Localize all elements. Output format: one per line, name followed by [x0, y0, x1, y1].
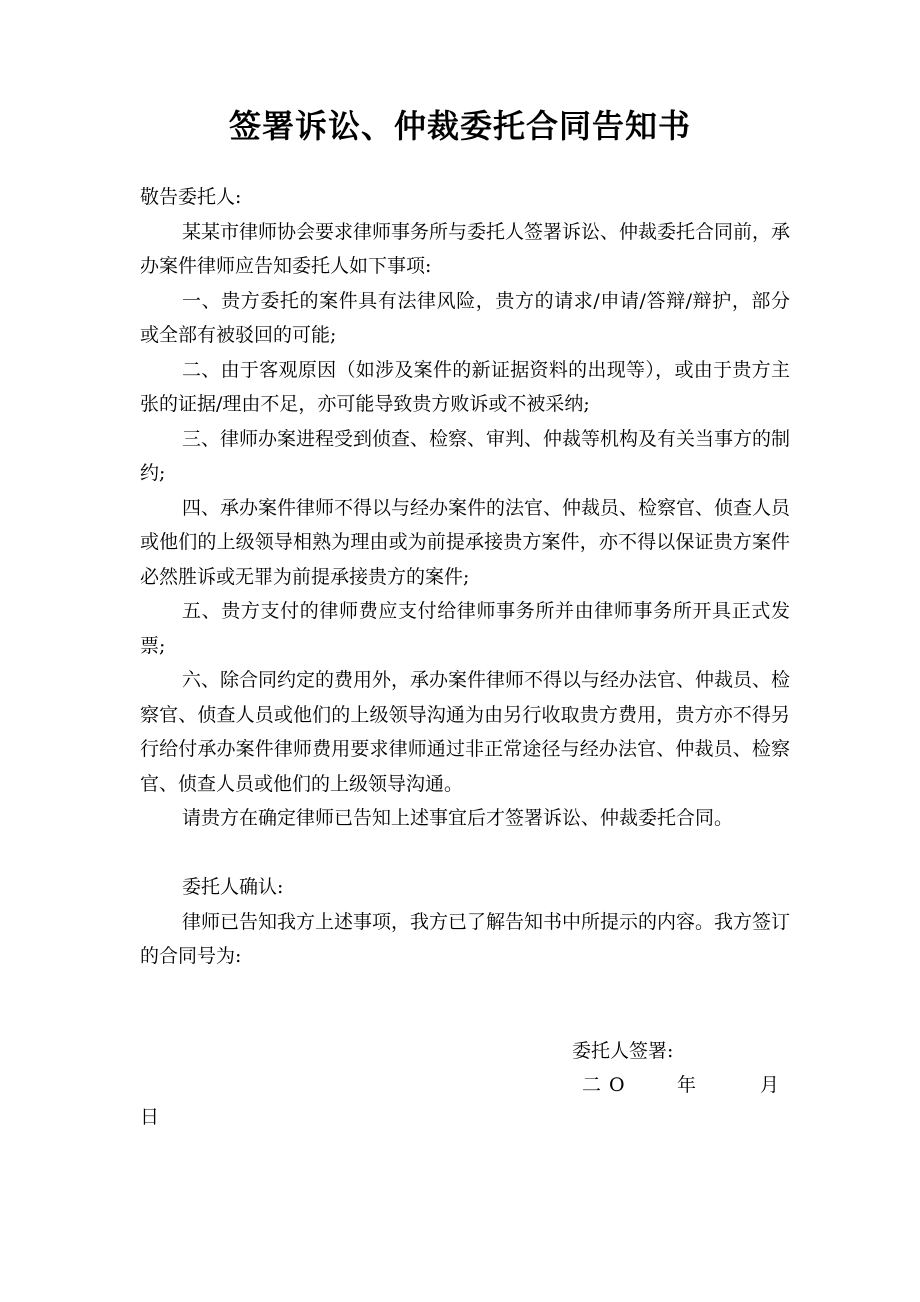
confirm-text: 律师已告知我方上述事项，我方已了解告知书中所提示的内容。我方签订的合同号为:: [140, 910, 791, 967]
notice-item-6: 六、除合同约定的费用外，承办案件律师不得以与经办法官、仲裁员、检察官、侦查人员或他们的上级领导沟通为由另行收取贵方费用，贵方亦不得另行给付承办案件律师费用要求律师通过非正常途径与经办法官、仲裁员、检察官、侦查人员或他们的上级领导沟通。: [140, 669, 791, 795]
confirm-heading: 委托人确认:: [182, 876, 284, 898]
document-title: 签署诉讼、仲裁委托合同告知书: [228, 107, 691, 145]
document-body: [140, 180, 790, 974]
date-year-label: 年: [677, 1074, 697, 1096]
closing-paragraph: 请贵方在确定律师已告知上述事宜后才签署诉讼、仲裁委托合同。: [182, 807, 734, 829]
signature-label: 委托人签署:: [572, 1040, 674, 1062]
date-month-label: 月: [760, 1074, 780, 1096]
intro-paragraph: 某某市律师协会要求律师事务所与委托人签署诉讼、仲裁委托合同前，承办案件律师应告知委托人如下事项:: [140, 220, 791, 277]
notice-item-2: 二、由于客观原因（如涉及案件的新证据资料的出现等），或由于贵方主张的证据/理由不足，亦可能导致贵方败诉或不被采纳;: [140, 358, 790, 415]
notice-item-5: 五、贵方支付的律师费应支付给律师事务所并由律师事务所开具正式发票;: [140, 600, 790, 657]
date-day-label: 日: [140, 1106, 160, 1128]
notice-item-3: 三、律师办案进程受到侦查、检察、审判、仲裁等机构及有关当事方的制约;: [140, 427, 791, 484]
salutation: 敬告委托人:: [140, 186, 242, 208]
paragraph-gap: [140, 836, 790, 871]
notice-item-1: 一、贵方委托的案件具有法律风险，贵方的请求/申请/答辩/辩护，部分或全部有被驳回的可能;: [140, 289, 790, 346]
notice-item-4: 四、承办案件律师不得以与经办案件的法官、仲裁员、检察官、侦查人员或他们的上级领导相熟为理由或为前提承接贵方案件，亦不得以保证贵方案件必然胜诉或无罪为前提承接贵方的案件;: [140, 496, 791, 588]
date-year-prefix: 二O: [582, 1074, 633, 1096]
